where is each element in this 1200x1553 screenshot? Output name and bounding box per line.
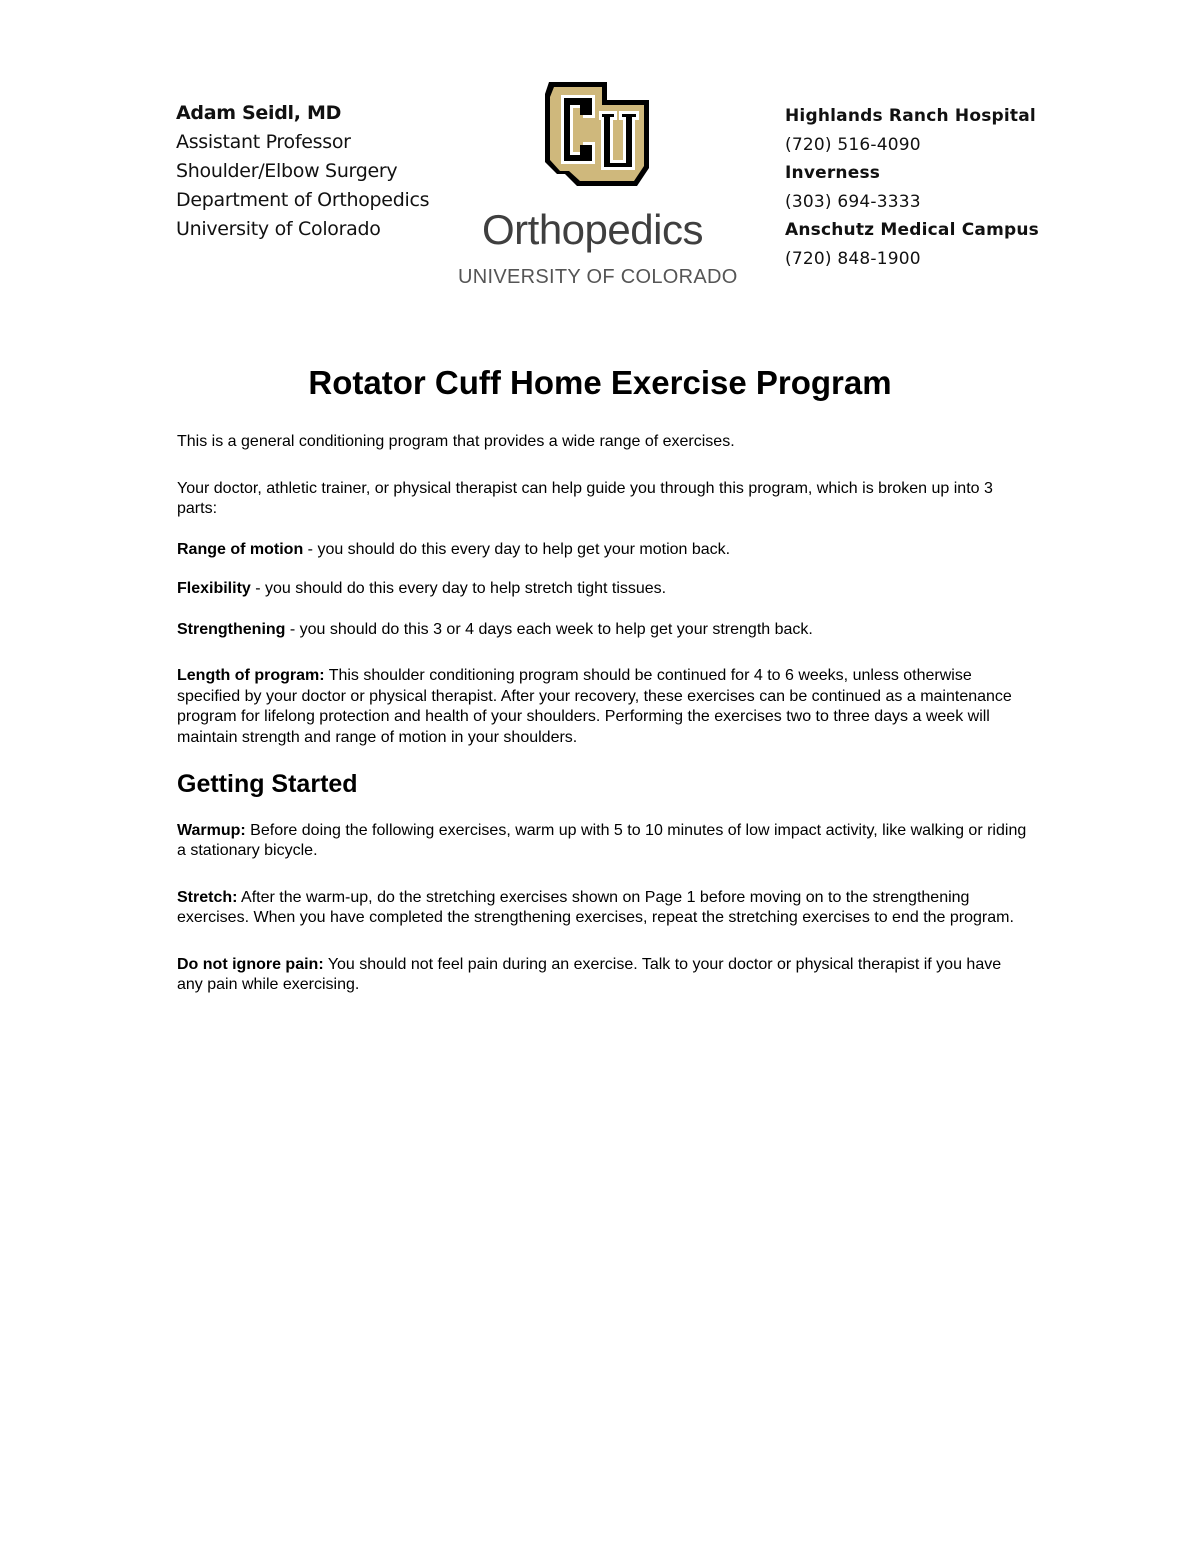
location-phone: (720) 848-1900: [785, 248, 921, 269]
author-department: Department of Orthopedics: [176, 189, 430, 211]
author-name: Adam Seidl, MD: [176, 102, 342, 124]
length-paragraph: [177, 666, 1027, 748]
item-label: Do not ignore pain:: [177, 955, 324, 973]
location-name: Highlands Ranch Hospital: [785, 106, 1036, 126]
location-name: Anschutz Medical Campus: [785, 220, 1039, 240]
part-strengthening: [177, 620, 1027, 641]
logo-wordmark: Orthopedics: [482, 206, 703, 253]
document-body: [177, 432, 1027, 996]
part-range-of-motion: [177, 540, 1027, 561]
pain-paragraph: [177, 955, 1027, 996]
part-label: Flexibility: [177, 580, 251, 597]
page-title: Rotator Cuff Home Exercise Program: [308, 364, 892, 401]
location-phone: (303) 694-3333: [785, 191, 921, 212]
intro-paragraph: This is a general conditioning program that provides a wide range of exercises.: [177, 433, 735, 450]
part-text: - you should do this every day to help get your motion back.: [303, 540, 731, 558]
part-label: Range of motion: [177, 540, 304, 558]
location-phone: (720) 516-4090: [785, 134, 921, 155]
stretch-paragraph: [177, 888, 1027, 929]
part-text: - you should do this 3 or 4 days each week to help get your strength back.: [285, 620, 813, 638]
cu-monogram-icon: [543, 78, 655, 188]
item-text: After the warm-up, do the stretching exercises shown on Page 1 before moving on to the strengthening exercises. When you have completed the strengthening exercises, repeat the stretching exercises to end the program.: [177, 888, 1014, 926]
length-label: Length of program:: [177, 667, 325, 684]
part-text: - you should do this every day to help stretch tight tissues.: [250, 580, 667, 597]
part-flexibility: [177, 579, 1027, 600]
author-specialty: Shoulder/Elbow Surgery: [176, 160, 398, 182]
cu-orthopedics-logo: [450, 76, 750, 292]
guide-paragraph: Your doctor, athletic trainer, or physical therapist can help guide you through this program, which is broken up into 3 parts:: [177, 479, 993, 517]
author-title: Assistant Professor: [176, 131, 351, 153]
length-text: This shoulder conditioning program should be continued for 4 to 6 weeks, unless otherwise specified by your doctor or physical therapist. After your recovery, these exercises can be continued as a maintenance program for lifelong protection and health of your shoulders. Performing the exercises two to three days a week will maintain strength and range of motion in your shoulders.: [177, 667, 1012, 746]
logo-subtitle: UNIVERSITY OF COLORADO: [458, 266, 738, 288]
section-heading-getting-started: Getting Started: [177, 770, 358, 798]
warmup-paragraph: [177, 821, 1027, 862]
item-label: Stretch:: [177, 888, 238, 906]
item-text: Before doing the following exercises, warm up with 5 to 10 minutes of low impact activity, like walking or riding a stationary bicycle.: [177, 821, 1027, 859]
author-block: [176, 99, 429, 244]
locations-block: [785, 102, 1039, 273]
author-university: University of Colorado: [176, 218, 381, 240]
part-label: Strengthening: [177, 620, 286, 638]
item-label: Warmup:: [177, 821, 246, 839]
location-name: Inverness: [785, 163, 881, 183]
item-text: You should not feel pain during an exercise. Talk to your doctor or physical therapist if you have any pain while exercising.: [177, 955, 1002, 993]
